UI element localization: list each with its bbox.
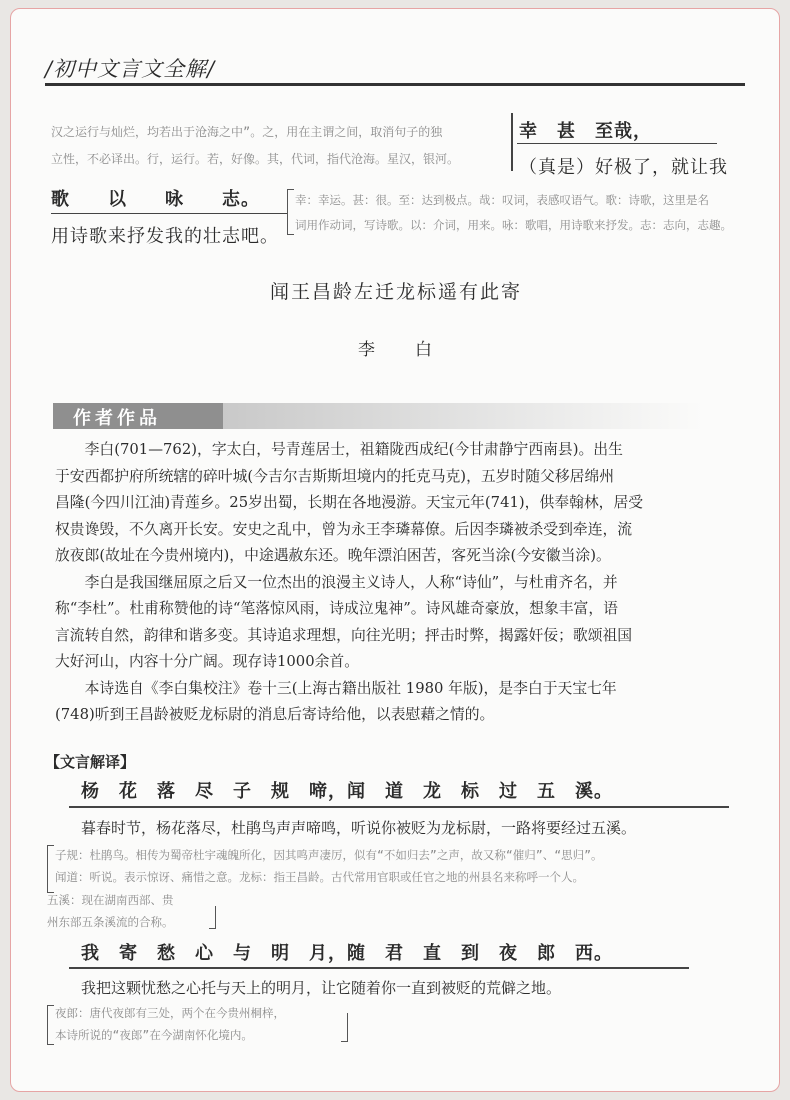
bio-line: 昌隆(今四川江油)青莲乡。25岁出蜀，长期在各地漫游。天宝元年(741)，供奉翰林，居受 [55,494,644,511]
original-line-2: 歌 以 咏 志。 [51,189,260,210]
note-bracket [287,189,294,235]
original-line-1: 幸 甚 至哉， [519,121,652,142]
verse-1-notes-bracket-end [209,906,216,929]
verse-1-rule [69,806,729,808]
verse-1-note-2: 闻道：听说。表示惊讶、痛惜之意。龙标：指王昌龄。古代常用官职或任官之地的州县名来称呼一个人。 [55,870,584,884]
verse-2-note-1: 夜郎：唐代夜郎有三处，两个在今贵州桐梓， [55,1006,285,1020]
bio-line: 称“李杜”。杜甫称赞他的诗“笔落惊风雨，诗成泣鬼神”。诗风雄奇豪放，想象丰富，语 [55,600,618,617]
section-bar-fade [223,403,703,429]
verse-2-notes-bracket-end [341,1013,348,1042]
poem-title: 闻王昌龄左迁龙标遥有此寄 [269,281,522,303]
bio-line: 权贵谗毁，不久离开长安。安史之乱中，曾为永王李璘幕僚。后因李璘被杀受到牵连，流 [55,520,633,538]
verse-1-translation: 暮春时节，杨花落尽，杜鹃鸟声声啼鸣，听说你被贬为龙标尉，一路将要经过五溪。 [81,819,637,837]
verse-2-translation: 我把这颗忧愁之心托与天上的明月，让它随着你一直到被贬的荒僻之地。 [81,979,562,997]
bio-line: 言流转自然，韵律和谐多变。其诗追求理想，向往光明；抨击时弊，揭露奸佞；歌颂祖国 [55,626,633,644]
gray-note-line-2: 立性，不必译出。行，运行。若，好像。其，代词，指代沧海。星汉，银河。 [51,152,460,166]
poem-author: 李 白 [358,340,434,360]
verse-1-original: 杨 花 落 尽 子 规 啼，闻 道 龙 标 过 五 溪。 [81,781,613,802]
translation-tag: 【文言解译】 [45,753,136,771]
verse-1-note-1: 子规：杜鹃鸟。相传为蜀帝杜宇魂魄所化，因其鸣声凄厉，似有“不如归去”之声，故又称“催归”、“思归”。 [55,848,603,862]
note-line-2: 词用作动词，写诗歌。以：介词，用来。咏：歌唱，用诗歌来抒发。志：志向，志趣。 [295,218,732,232]
translation-line-1: （真是）好极了，就让我 [519,157,728,178]
header-rule [45,83,745,86]
bio-line: 李白(701—762)，字太白，号青莲居士，祖籍陇西成纪(今甘肃静宁西南县)。出生 [55,441,623,458]
verse-2-rule [69,967,689,969]
section-label: 作者作品 [73,408,161,429]
bracket-divider [511,113,513,171]
verse-1-note-3: 五溪：现在湖南西部、贵 [47,893,174,907]
verse-1-note-4: 州东部五条溪流的合称。 [47,915,174,929]
underline-2 [51,213,287,214]
bio-line: 于安西都护府所统辖的碎叶城(今吉尔吉斯斯坦境内的托克马克)，五岁时随父移居绵州 [55,467,615,485]
bio-text [55,437,715,729]
verse-2-note-2: 本诗所说的“夜郎”在今湖南怀化境内。 [55,1028,253,1042]
bio-line: 放夜郎(故址在今贵州境内)，中途遇赦东还。晚年漂泊困苦，客死当涂(今安徽当涂)。 [55,547,611,564]
verse-2-original: 我 寄 愁 心 与 明 月，随 君 直 到 夜 郎 西。 [81,943,613,964]
note-line-1: 幸：幸运。甚：很。至：达到极点。哉：叹词，表感叹语气。歌：诗歌，这里是名 [295,193,709,207]
book-title: /初中文言文全解/ [45,57,216,81]
underline-1 [517,143,717,144]
gray-note-line-1: 汉之运行与灿烂，均若出于沧海之中”。之，用在主谓之间，取消句子的独 [51,125,443,139]
bio-line: (748)听到王昌龄被贬龙标尉的消息后寄诗给他，以表慰藉之情的。 [55,706,495,723]
verse-2-notes-bracket [47,1005,54,1045]
page [10,8,780,1092]
bio-line: 本诗选自《李白集校注》卷十三(上海古籍出版社 1980 年版)，是李白于天宝七年 [55,679,617,697]
bio-line: 李白是我国继屈原之后又一位杰出的浪漫主义诗人，人称“诗仙”，与杜甫齐名，并 [55,573,618,591]
translation-line-2: 用诗歌来抒发我的壮志吧。 [51,226,279,247]
bio-line: 大好河山，内容十分广阔。现存诗1000余首。 [55,653,360,670]
verse-1-notes-bracket [47,845,54,893]
